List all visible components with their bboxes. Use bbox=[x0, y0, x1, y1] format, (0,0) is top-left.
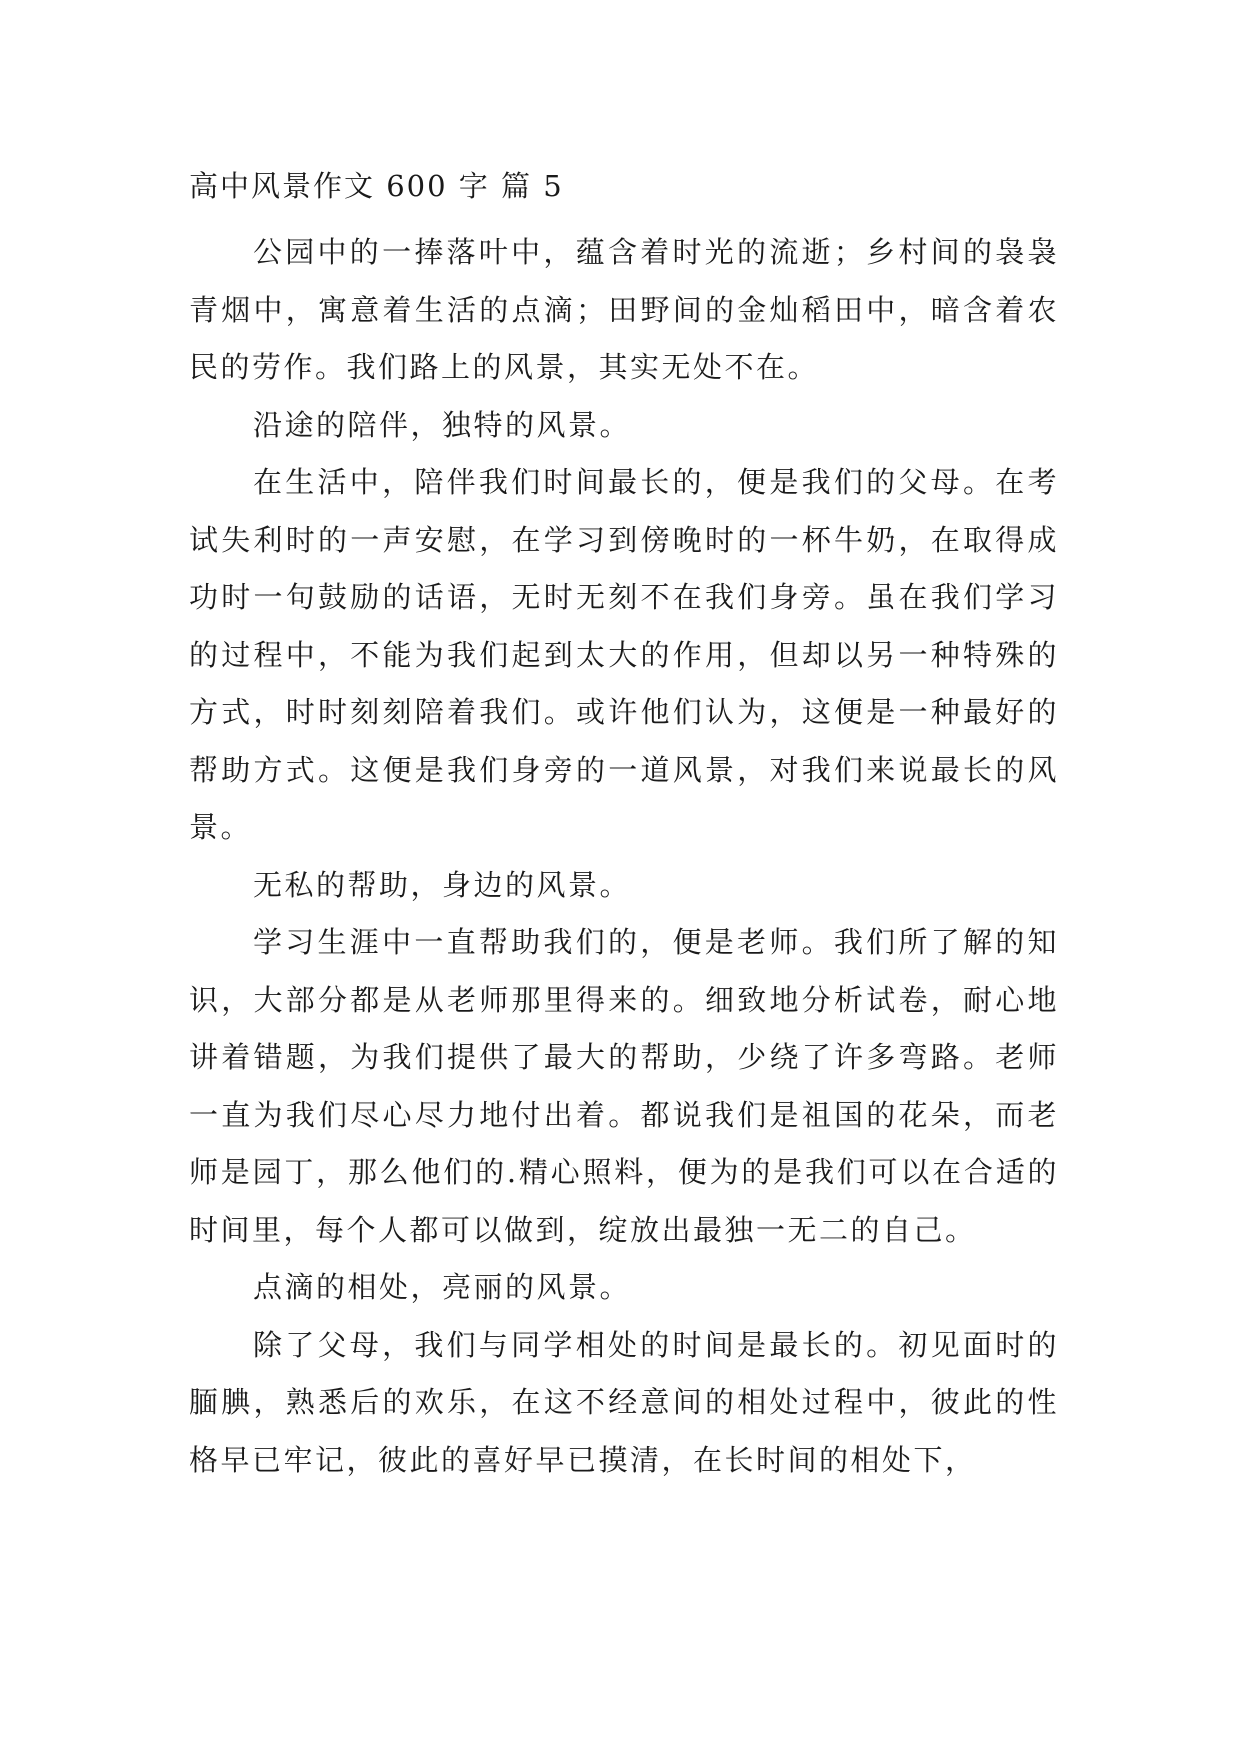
paragraph-parents: 在生活中，陪伴我们时间最长的，便是我们的父母。在考试失利时的一声安慰，在学习到傍晚时的一杯牛奶，在取得成功时一句鼓励的话语，无时无刻不在我们身旁。虽在我们学习的过程中，不能为我们起到太大的作用，但却以另一种特殊的方式，时时刻刻陪着我们。或许他们认为，这便是一种最好的帮助方式。这便是我们身旁的一道风景，对我们来说最长的风景。 bbox=[189, 465, 1059, 844]
paragraph-heading-parents: 沿途的陪伴，独特的风景。 bbox=[253, 407, 632, 442]
paragraph-teachers: 学习生涯中一直帮助我们的，便是老师。我们所了解的知识，大部分都是从老师那里得来的。细致地分析试卷，耐心地讲着错题，为我们提供了最大的帮助，少绕了许多弯路。老师一直为我们尽心尽力地付出着。都说我们是祖国的花朵，而老师是园丁，那么他们的.精心照料，便为的是我们可以在合适的时间里，每个人都可以做到，绽放出最独一无二的自己。 bbox=[189, 925, 1059, 1247]
paragraph-heading-teachers: 无私的帮助，身边的风景。 bbox=[253, 867, 632, 902]
document-page bbox=[189, 166, 1059, 1489]
paragraph-intro: 公园中的一捧落叶中，蕴含着时光的流逝；乡村间的袅袅青烟中，寓意着生活的点滴；田野间的金灿稻田中，暗含着农民的劳作。我们路上的风景，其实无处不在。 bbox=[189, 235, 1059, 384]
document-title: 高中风景作文 600 字 篇 5 bbox=[189, 169, 564, 203]
paragraph-classmates: 除了父母，我们与同学相处的时间是最长的。初见面时的腼腆，熟悉后的欢乐，在这不经意间的相处过程中，彼此的性格早已牢记，彼此的喜好早已摸清，在长时间的相处下， bbox=[189, 1327, 1059, 1477]
paragraph-heading-classmates: 点滴的相处，亮丽的风景。 bbox=[253, 1270, 632, 1304]
